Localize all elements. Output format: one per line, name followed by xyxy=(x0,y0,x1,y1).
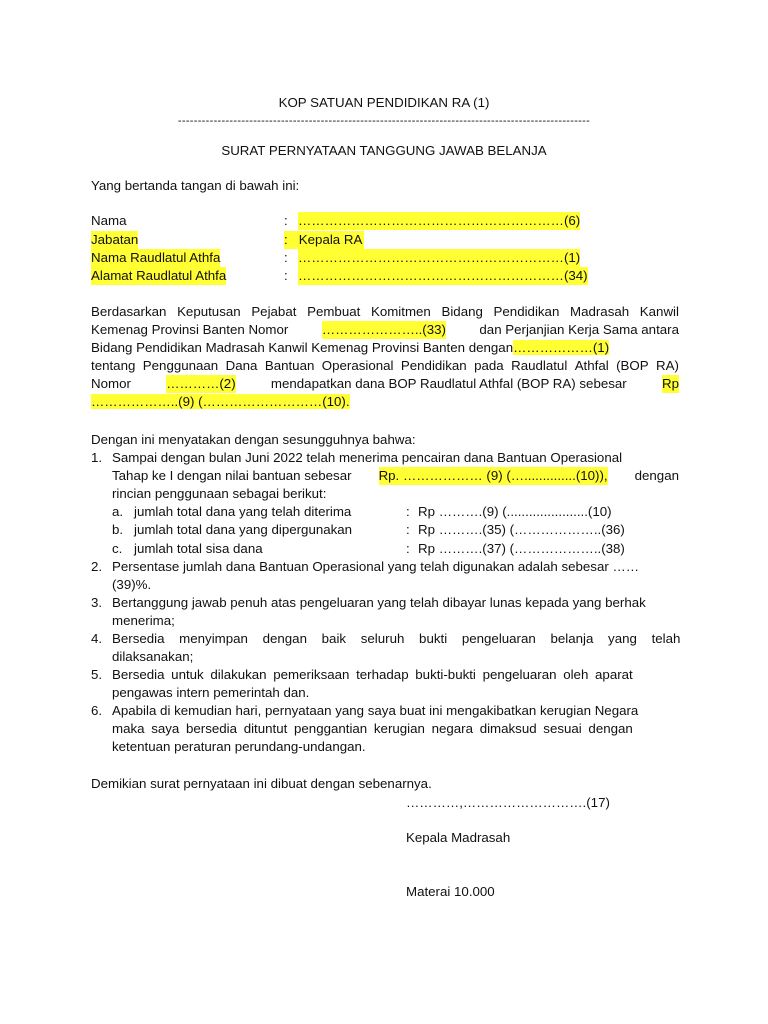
paragraph-line: ………………..(9) (………………………(10). xyxy=(91,394,350,409)
identity-colon: : xyxy=(284,268,288,283)
paragraph-line: Bidang Pendidikan Madrasah Kanwil Kemenag Provinsi Banten dengan………………(1) xyxy=(91,340,610,355)
list-item-5: Bersedia untuk dilakukan pemeriksaan terhadap bukti-bukti pengeluaran oleh aparat pengawas intern pemerintah dan. xyxy=(112,667,633,700)
basis-paragraph xyxy=(91,303,679,411)
sub-value: Rp ……….(37) (………………..(38) xyxy=(418,541,625,556)
identity-colon: : xyxy=(284,250,288,265)
identity-value-nama-ra: ……………………………………………………(1) xyxy=(298,250,581,265)
place-date: …………,……………………….(17) xyxy=(406,795,610,810)
closing-text: Demikian surat pernyataan ini dibuat dengan sebenarnya. xyxy=(91,776,432,791)
identity-value-jabatan xyxy=(284,231,364,249)
sub-label: jumlah total sisa dana xyxy=(134,541,263,556)
list-item-2: Persentase jumlah dana Bantuan Operasional yang telah digunakan adalah sebesar …… (39)%. xyxy=(112,559,640,592)
paragraph-line: tentang Penggunaan Dana Bantuan Operasional Pendidikan pada Raudlatul Athfal (BOP RA) xyxy=(91,358,679,373)
sub-label: jumlah total dana yang telah diterima xyxy=(134,504,352,519)
sub-colon: : xyxy=(406,504,410,519)
list-item-6: Apabila di kemudian hari, pernyataan yang saya buat ini mengakibatkan kerugian Negara maka saya bersedia dituntut penggantian kerugian negara dimaksud sesuai dengan ketentuan peraturan perundang-undangan. xyxy=(112,703,639,754)
list-number: 6. xyxy=(91,703,103,718)
identity-label-jabatan: Jabatan xyxy=(91,232,139,247)
identity-colon: : xyxy=(284,232,288,247)
header-divider: -------------------------------------------------------------------------------------------------------- xyxy=(177,115,591,127)
identity-value-alamat-ra: ……………………………………………………(34) xyxy=(298,268,588,283)
sub-colon: : xyxy=(406,522,410,537)
signatory-role: Kepala Madrasah xyxy=(406,830,511,845)
paragraph-line: Nomor …………(2) mendapatkan dana BOP Raudlatul Athfal (BOP RA) sebesar Rp xyxy=(91,376,679,391)
sub-marker: c. xyxy=(112,541,123,556)
list-number: 3. xyxy=(91,595,103,610)
sub-value: Rp ……….(35) (………………..(36) xyxy=(418,522,625,537)
list-item-4: Bersedia menyimpan dengan baik seluruh bukti pengeluaran belanja yang telah dilaksanakan; xyxy=(112,631,681,664)
stamp-duty-note: Materai 10.000 xyxy=(406,884,495,899)
sub-marker: a. xyxy=(112,504,124,519)
identity-colon: : xyxy=(284,213,288,228)
list-number: 4. xyxy=(91,631,103,646)
list-item-3: Bertanggung jawab penuh atas pengeluaran yang telah dibayar lunas kepada yang berhak menerima; xyxy=(112,595,646,628)
list-number: 1. xyxy=(91,450,103,465)
paragraph-line: Berdasarkan Keputusan Pejabat Pembuat Komitmen Bidang Pendidikan Madrasah Kanwil xyxy=(91,304,679,319)
identity-label-nama: Nama xyxy=(91,213,127,228)
jabatan-text: Kepala RA xyxy=(298,232,363,247)
identity-label-nama-ra: Nama Raudlatul Athfa xyxy=(91,250,221,265)
sub-marker: b. xyxy=(112,522,124,537)
sub-colon: : xyxy=(406,541,410,556)
intro-text: Yang bertanda tangan di bawah ini: xyxy=(91,178,300,193)
statement-intro: Dengan ini menyatakan dengan sesungguhnya bahwa: xyxy=(91,432,416,447)
identity-label-alamat-ra: Alamat Raudlatul Athfa xyxy=(91,268,227,283)
list-item-1: Sampai dengan bulan Juni 2022 telah menerima pencairan dana Bantuan Operasional Tahap ke I dengan nilai bantuan sebesar Rp. ……………… (9) (…..............(10)), dengan rincian penggunaan sebagai berikut: xyxy=(112,450,679,501)
paragraph-line: Kemenag Provinsi Banten Nomor …………………..(33) dan Perjanjian Kerja Sama antara xyxy=(91,322,679,337)
identity-value-nama: ……………………………………………………(6) xyxy=(298,213,581,228)
list-number: 2. xyxy=(91,559,103,574)
list-number: 5. xyxy=(91,667,103,682)
letterhead-title: KOP SATUAN PENDIDIKAN RA (1) xyxy=(278,95,490,110)
sub-label: jumlah total dana yang dipergunakan xyxy=(134,522,353,537)
document-title: SURAT PERNYATAAN TANGGUNG JAWAB BELANJA xyxy=(221,143,547,158)
sub-value: Rp ……….(9) (......................(10) xyxy=(418,504,612,519)
